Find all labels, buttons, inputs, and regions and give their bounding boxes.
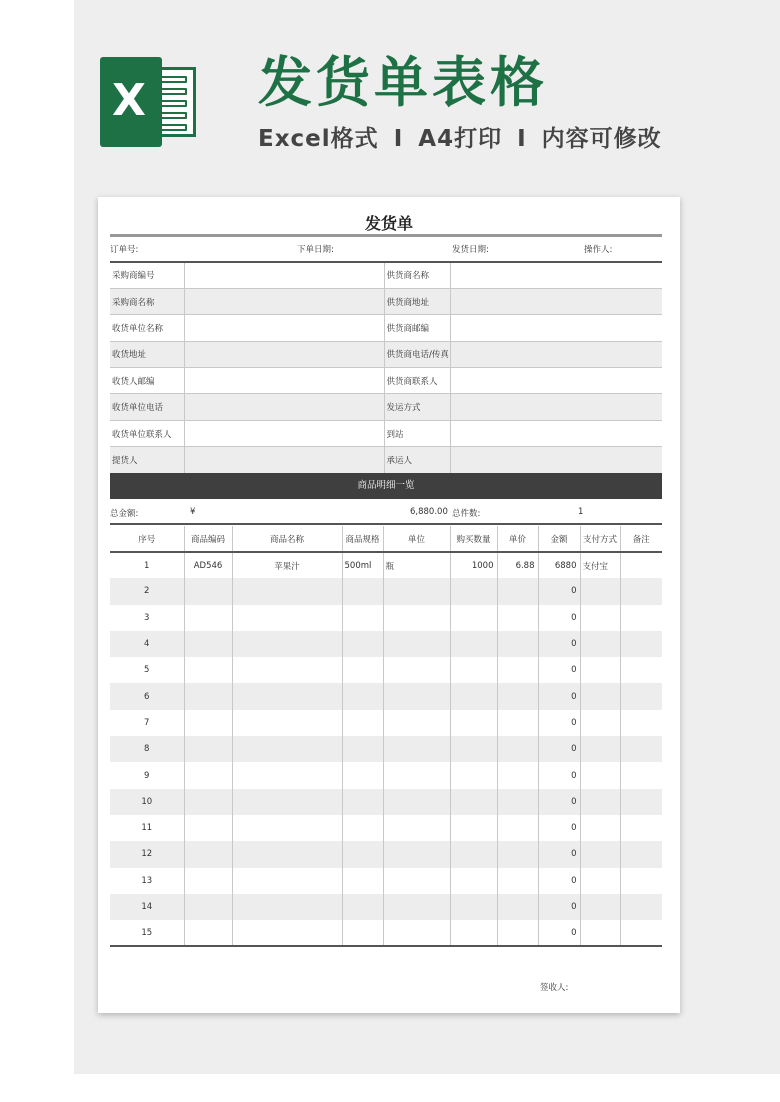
total-count-value[interactable]: 1 <box>578 507 584 517</box>
cell-no[interactable]: 5 <box>144 665 150 676</box>
cell-amount[interactable]: 0 <box>538 683 580 709</box>
table-row <box>110 736 662 762</box>
cell-spec[interactable] <box>342 578 383 604</box>
cell-no[interactable]: 12 <box>110 841 184 867</box>
cell-price[interactable]: 6.88 <box>497 552 538 578</box>
order-number-label: 订单号: <box>110 245 139 255</box>
cell-note[interactable] <box>620 552 662 578</box>
cell-spec[interactable] <box>342 605 383 631</box>
cell-spec[interactable] <box>342 789 383 815</box>
cell-spec[interactable] <box>342 683 383 709</box>
info-value-cell[interactable] <box>450 394 662 420</box>
cell-qty[interactable] <box>450 578 497 604</box>
cell-amount[interactable]: 0 <box>538 578 580 604</box>
cell-no[interactable]: 13 <box>141 875 153 886</box>
cell-code[interactable] <box>184 631 232 657</box>
info-value-cell[interactable] <box>184 394 384 420</box>
cell-note[interactable] <box>620 815 662 841</box>
cell-code[interactable] <box>184 657 232 683</box>
info-label: 采购商编号 <box>110 262 184 288</box>
cell-spec[interactable] <box>342 920 383 946</box>
info-value-cell[interactable] <box>184 262 384 288</box>
cell-amount[interactable]: 0 <box>538 894 580 920</box>
info-row <box>110 368 662 394</box>
cell-note[interactable] <box>620 920 662 946</box>
cell-name[interactable] <box>232 920 342 946</box>
column-header: 商品规格 <box>342 526 383 552</box>
cell-amount[interactable]: 0 <box>538 631 580 657</box>
title-divider <box>110 234 662 237</box>
cell-price[interactable] <box>497 657 538 683</box>
cell-spec[interactable] <box>342 631 383 657</box>
cell-price[interactable] <box>497 683 538 709</box>
cell-pay[interactable] <box>580 841 620 867</box>
cell-unit[interactable] <box>383 578 450 604</box>
table-row <box>110 789 662 815</box>
info-value-cell[interactable] <box>184 315 384 341</box>
cell-amount[interactable]: 0 <box>538 920 580 946</box>
cell-note[interactable] <box>620 736 662 762</box>
table-row <box>110 683 662 709</box>
cell-no[interactable]: 8 <box>110 736 184 762</box>
cell-name[interactable] <box>232 762 342 788</box>
cell-note[interactable] <box>620 631 662 657</box>
cell-name[interactable] <box>232 894 342 920</box>
cell-no[interactable]: 9 <box>144 770 150 781</box>
table-row <box>110 841 662 867</box>
info-value-cell[interactable] <box>450 447 662 473</box>
column-header: 支付方式 <box>580 526 620 552</box>
info-value-cell[interactable] <box>184 341 384 367</box>
info-row <box>110 447 662 473</box>
cell-name[interactable] <box>232 815 342 841</box>
info-row <box>110 420 662 446</box>
info-value-cell[interactable] <box>184 368 384 394</box>
cell-pay[interactable] <box>580 736 620 762</box>
table-row <box>110 710 662 736</box>
cell-unit[interactable] <box>383 789 450 815</box>
cell-pay[interactable] <box>580 789 620 815</box>
order-date-label: 下单日期: <box>297 245 334 255</box>
cell-no[interactable]: 14 <box>110 894 184 920</box>
table-row <box>110 868 662 894</box>
cell-note[interactable] <box>620 578 662 604</box>
excel-logo-icon <box>100 57 196 147</box>
logo-letter: X <box>112 75 146 126</box>
cell-name[interactable] <box>232 683 342 709</box>
cell-qty[interactable] <box>450 762 497 788</box>
column-header: 商品名称 <box>232 526 342 552</box>
document-title: 发货单 <box>364 214 413 233</box>
cell-note[interactable] <box>620 868 662 894</box>
cell-qty[interactable] <box>450 657 497 683</box>
cell-code[interactable] <box>184 605 232 631</box>
table-row <box>110 605 662 631</box>
cell-amount[interactable]: 0 <box>538 815 580 841</box>
column-header: 备注 <box>620 526 662 552</box>
cell-name[interactable] <box>232 736 342 762</box>
cell-note[interactable] <box>620 789 662 815</box>
cell-price[interactable] <box>497 841 538 867</box>
banner-print-size: A4打印 <box>418 126 503 152</box>
banner-separator: I <box>393 126 404 152</box>
cell-unit[interactable] <box>383 894 450 920</box>
cell-qty[interactable] <box>450 920 497 946</box>
cell-spec[interactable] <box>342 815 383 841</box>
section-header: 商品明细一览 <box>110 473 662 499</box>
info-label: 收货单位电话 <box>110 394 184 420</box>
cell-price[interactable] <box>497 578 538 604</box>
cell-note[interactable] <box>620 762 662 788</box>
cell-unit[interactable] <box>383 815 450 841</box>
cell-no[interactable]: 1 <box>144 560 150 571</box>
cell-price[interactable] <box>497 710 538 736</box>
total-amount-label: 总金额: <box>110 509 139 519</box>
info-label: 收货人邮编 <box>110 368 184 394</box>
cell-spec[interactable] <box>342 762 383 788</box>
column-header: 序号 <box>110 526 184 552</box>
cell-name[interactable] <box>232 789 342 815</box>
cell-pay[interactable]: 支付宝 <box>580 552 620 578</box>
cell-spec[interactable] <box>342 657 383 683</box>
info-value-cell[interactable] <box>450 262 662 288</box>
cell-qty[interactable] <box>450 710 497 736</box>
cell-code[interactable] <box>184 762 232 788</box>
banner-separator: I <box>517 126 527 152</box>
cell-unit[interactable] <box>383 605 450 631</box>
cell-spec[interactable] <box>342 841 383 867</box>
info-label: 供货商联系人 <box>384 368 450 394</box>
info-value-cell[interactable] <box>184 447 384 473</box>
cell-spec[interactable]: 500ml <box>342 552 383 578</box>
party-info-table <box>110 261 662 474</box>
cell-qty[interactable] <box>450 736 497 762</box>
cell-code[interactable]: AD546 <box>184 552 232 578</box>
cell-qty[interactable] <box>450 894 497 920</box>
currency-symbol: ¥ <box>190 507 196 517</box>
info-row <box>110 315 662 341</box>
cell-qty[interactable] <box>450 631 497 657</box>
info-row <box>110 288 662 314</box>
cell-unit[interactable] <box>383 631 450 657</box>
cell-no[interactable]: 4 <box>110 631 184 657</box>
cell-unit[interactable]: 瓶 <box>383 552 450 578</box>
cell-note[interactable] <box>620 605 662 631</box>
cell-note[interactable] <box>620 894 662 920</box>
cell-code[interactable] <box>184 683 232 709</box>
cell-unit[interactable] <box>383 868 450 894</box>
column-header: 商品编码 <box>184 526 232 552</box>
cell-no[interactable]: 6 <box>110 683 184 709</box>
info-label: 到站 <box>384 420 450 446</box>
cell-pay[interactable] <box>580 631 620 657</box>
document-page <box>98 197 680 1013</box>
cell-code[interactable] <box>184 710 232 736</box>
cell-price[interactable] <box>497 815 538 841</box>
cell-note[interactable] <box>620 841 662 867</box>
info-label: 供货商名称 <box>384 262 450 288</box>
cell-qty[interactable] <box>450 841 497 867</box>
cell-unit[interactable] <box>383 762 450 788</box>
cell-note[interactable] <box>620 683 662 709</box>
cell-amount[interactable]: 0 <box>538 841 580 867</box>
cell-amount[interactable]: 6880 <box>538 552 580 578</box>
cell-code[interactable] <box>184 841 232 867</box>
cell-qty[interactable] <box>450 683 497 709</box>
cell-qty[interactable] <box>450 868 497 894</box>
cell-spec[interactable] <box>342 894 383 920</box>
info-label: 收货单位联系人 <box>110 420 184 446</box>
cell-pay[interactable] <box>580 578 620 604</box>
table-row <box>110 920 662 946</box>
cell-price[interactable] <box>497 894 538 920</box>
cell-name[interactable] <box>232 578 342 604</box>
banner-title: 发货单表格 <box>258 51 548 114</box>
info-value-cell[interactable] <box>450 341 662 367</box>
cell-note[interactable] <box>620 710 662 736</box>
cell-qty[interactable] <box>450 789 497 815</box>
cell-price[interactable] <box>497 605 538 631</box>
cell-name[interactable] <box>232 841 342 867</box>
info-label: 发运方式 <box>384 394 450 420</box>
column-header: 购买数量 <box>450 526 497 552</box>
cell-pay[interactable] <box>580 683 620 709</box>
cell-spec[interactable] <box>342 736 383 762</box>
cell-amount[interactable]: 0 <box>538 789 580 815</box>
cell-pay[interactable] <box>580 894 620 920</box>
totals-row <box>110 501 662 525</box>
cell-no[interactable]: 15 <box>110 920 184 946</box>
cell-code[interactable] <box>184 894 232 920</box>
ship-date-label: 发货日期: <box>452 245 489 255</box>
cell-pay[interactable] <box>580 762 620 788</box>
info-label: 提货人 <box>110 447 184 473</box>
cell-unit[interactable] <box>383 736 450 762</box>
cell-code[interactable] <box>184 736 232 762</box>
cell-price[interactable] <box>497 868 538 894</box>
table-row <box>110 657 662 683</box>
cell-pay[interactable] <box>580 868 620 894</box>
table-row <box>110 762 662 788</box>
info-label: 收货地址 <box>110 341 184 367</box>
info-value-cell[interactable] <box>450 315 662 341</box>
cell-spec[interactable] <box>342 710 383 736</box>
cell-pay[interactable] <box>580 920 620 946</box>
table-row <box>110 578 662 604</box>
cell-code[interactable] <box>184 868 232 894</box>
column-header: 单价 <box>497 526 538 552</box>
cell-amount[interactable]: 0 <box>538 868 580 894</box>
cell-spec[interactable] <box>342 868 383 894</box>
cell-pay[interactable] <box>580 815 620 841</box>
info-label: 供货商邮编 <box>384 315 450 341</box>
info-label: 供货商地址 <box>384 288 450 314</box>
cell-qty[interactable]: 1000 <box>450 552 497 578</box>
cell-unit[interactable] <box>383 683 450 709</box>
cell-unit[interactable] <box>383 920 450 946</box>
info-value-cell[interactable] <box>450 420 662 446</box>
cell-pay[interactable] <box>580 657 620 683</box>
cell-amount[interactable]: 0 <box>538 736 580 762</box>
cell-no[interactable]: 2 <box>110 578 184 604</box>
cell-name[interactable] <box>232 631 342 657</box>
cell-no[interactable]: 10 <box>110 789 184 815</box>
cell-amount[interactable]: 0 <box>538 710 580 736</box>
cell-unit[interactable] <box>383 657 450 683</box>
cell-code[interactable] <box>184 578 232 604</box>
cell-code[interactable] <box>184 920 232 946</box>
info-row <box>110 341 662 367</box>
order-meta-row <box>110 243 662 259</box>
info-value-cell[interactable] <box>450 288 662 314</box>
banner-editable: 内容可修改 <box>541 126 662 152</box>
cell-name[interactable] <box>232 605 342 631</box>
column-header: 单位 <box>383 526 450 552</box>
cell-no[interactable]: 3 <box>144 612 150 623</box>
info-value-cell[interactable] <box>184 420 384 446</box>
column-header: 金额 <box>538 526 580 552</box>
operator-label: 操作人: <box>584 245 613 255</box>
cell-note[interactable] <box>620 657 662 683</box>
cell-name[interactable] <box>232 868 342 894</box>
info-row <box>110 262 662 288</box>
cell-amount[interactable]: 0 <box>538 657 580 683</box>
table-row <box>110 815 662 841</box>
cell-name[interactable]: 苹果汁 <box>232 552 342 578</box>
cell-pay[interactable] <box>580 710 620 736</box>
table-row <box>110 552 662 578</box>
item-detail-table <box>110 526 662 947</box>
cell-unit[interactable] <box>383 841 450 867</box>
info-value-cell[interactable] <box>184 288 384 314</box>
total-count-label: 总件数: <box>452 509 481 519</box>
info-label: 供货商电话/传真 <box>384 341 450 367</box>
cell-name[interactable] <box>232 657 342 683</box>
cell-pay[interactable] <box>580 605 620 631</box>
info-row <box>110 394 662 420</box>
cell-qty[interactable] <box>450 815 497 841</box>
banner-subtitle <box>258 122 662 156</box>
signer-label: 签收人: <box>540 983 569 993</box>
info-label: 采购商名称 <box>110 288 184 314</box>
total-amount-value[interactable]: 6,880.00 <box>410 507 448 517</box>
info-value-cell[interactable] <box>450 368 662 394</box>
cell-code[interactable] <box>184 815 232 841</box>
cell-name[interactable] <box>232 710 342 736</box>
cell-amount[interactable]: 0 <box>538 762 580 788</box>
cell-price[interactable] <box>497 631 538 657</box>
cell-price[interactable] <box>497 762 538 788</box>
info-label: 承运人 <box>384 447 450 473</box>
cell-no[interactable]: 7 <box>144 717 150 728</box>
table-row <box>110 894 662 920</box>
cell-price[interactable] <box>497 736 538 762</box>
cell-amount[interactable]: 0 <box>538 605 580 631</box>
banner-format: Excel格式 <box>258 126 379 152</box>
cell-price[interactable] <box>497 789 538 815</box>
table-row <box>110 631 662 657</box>
cell-no[interactable]: 11 <box>141 823 153 834</box>
cell-code[interactable] <box>184 789 232 815</box>
info-label: 收货单位名称 <box>110 315 184 341</box>
cell-qty[interactable] <box>450 605 497 631</box>
cell-price[interactable] <box>497 920 538 946</box>
cell-unit[interactable] <box>383 710 450 736</box>
